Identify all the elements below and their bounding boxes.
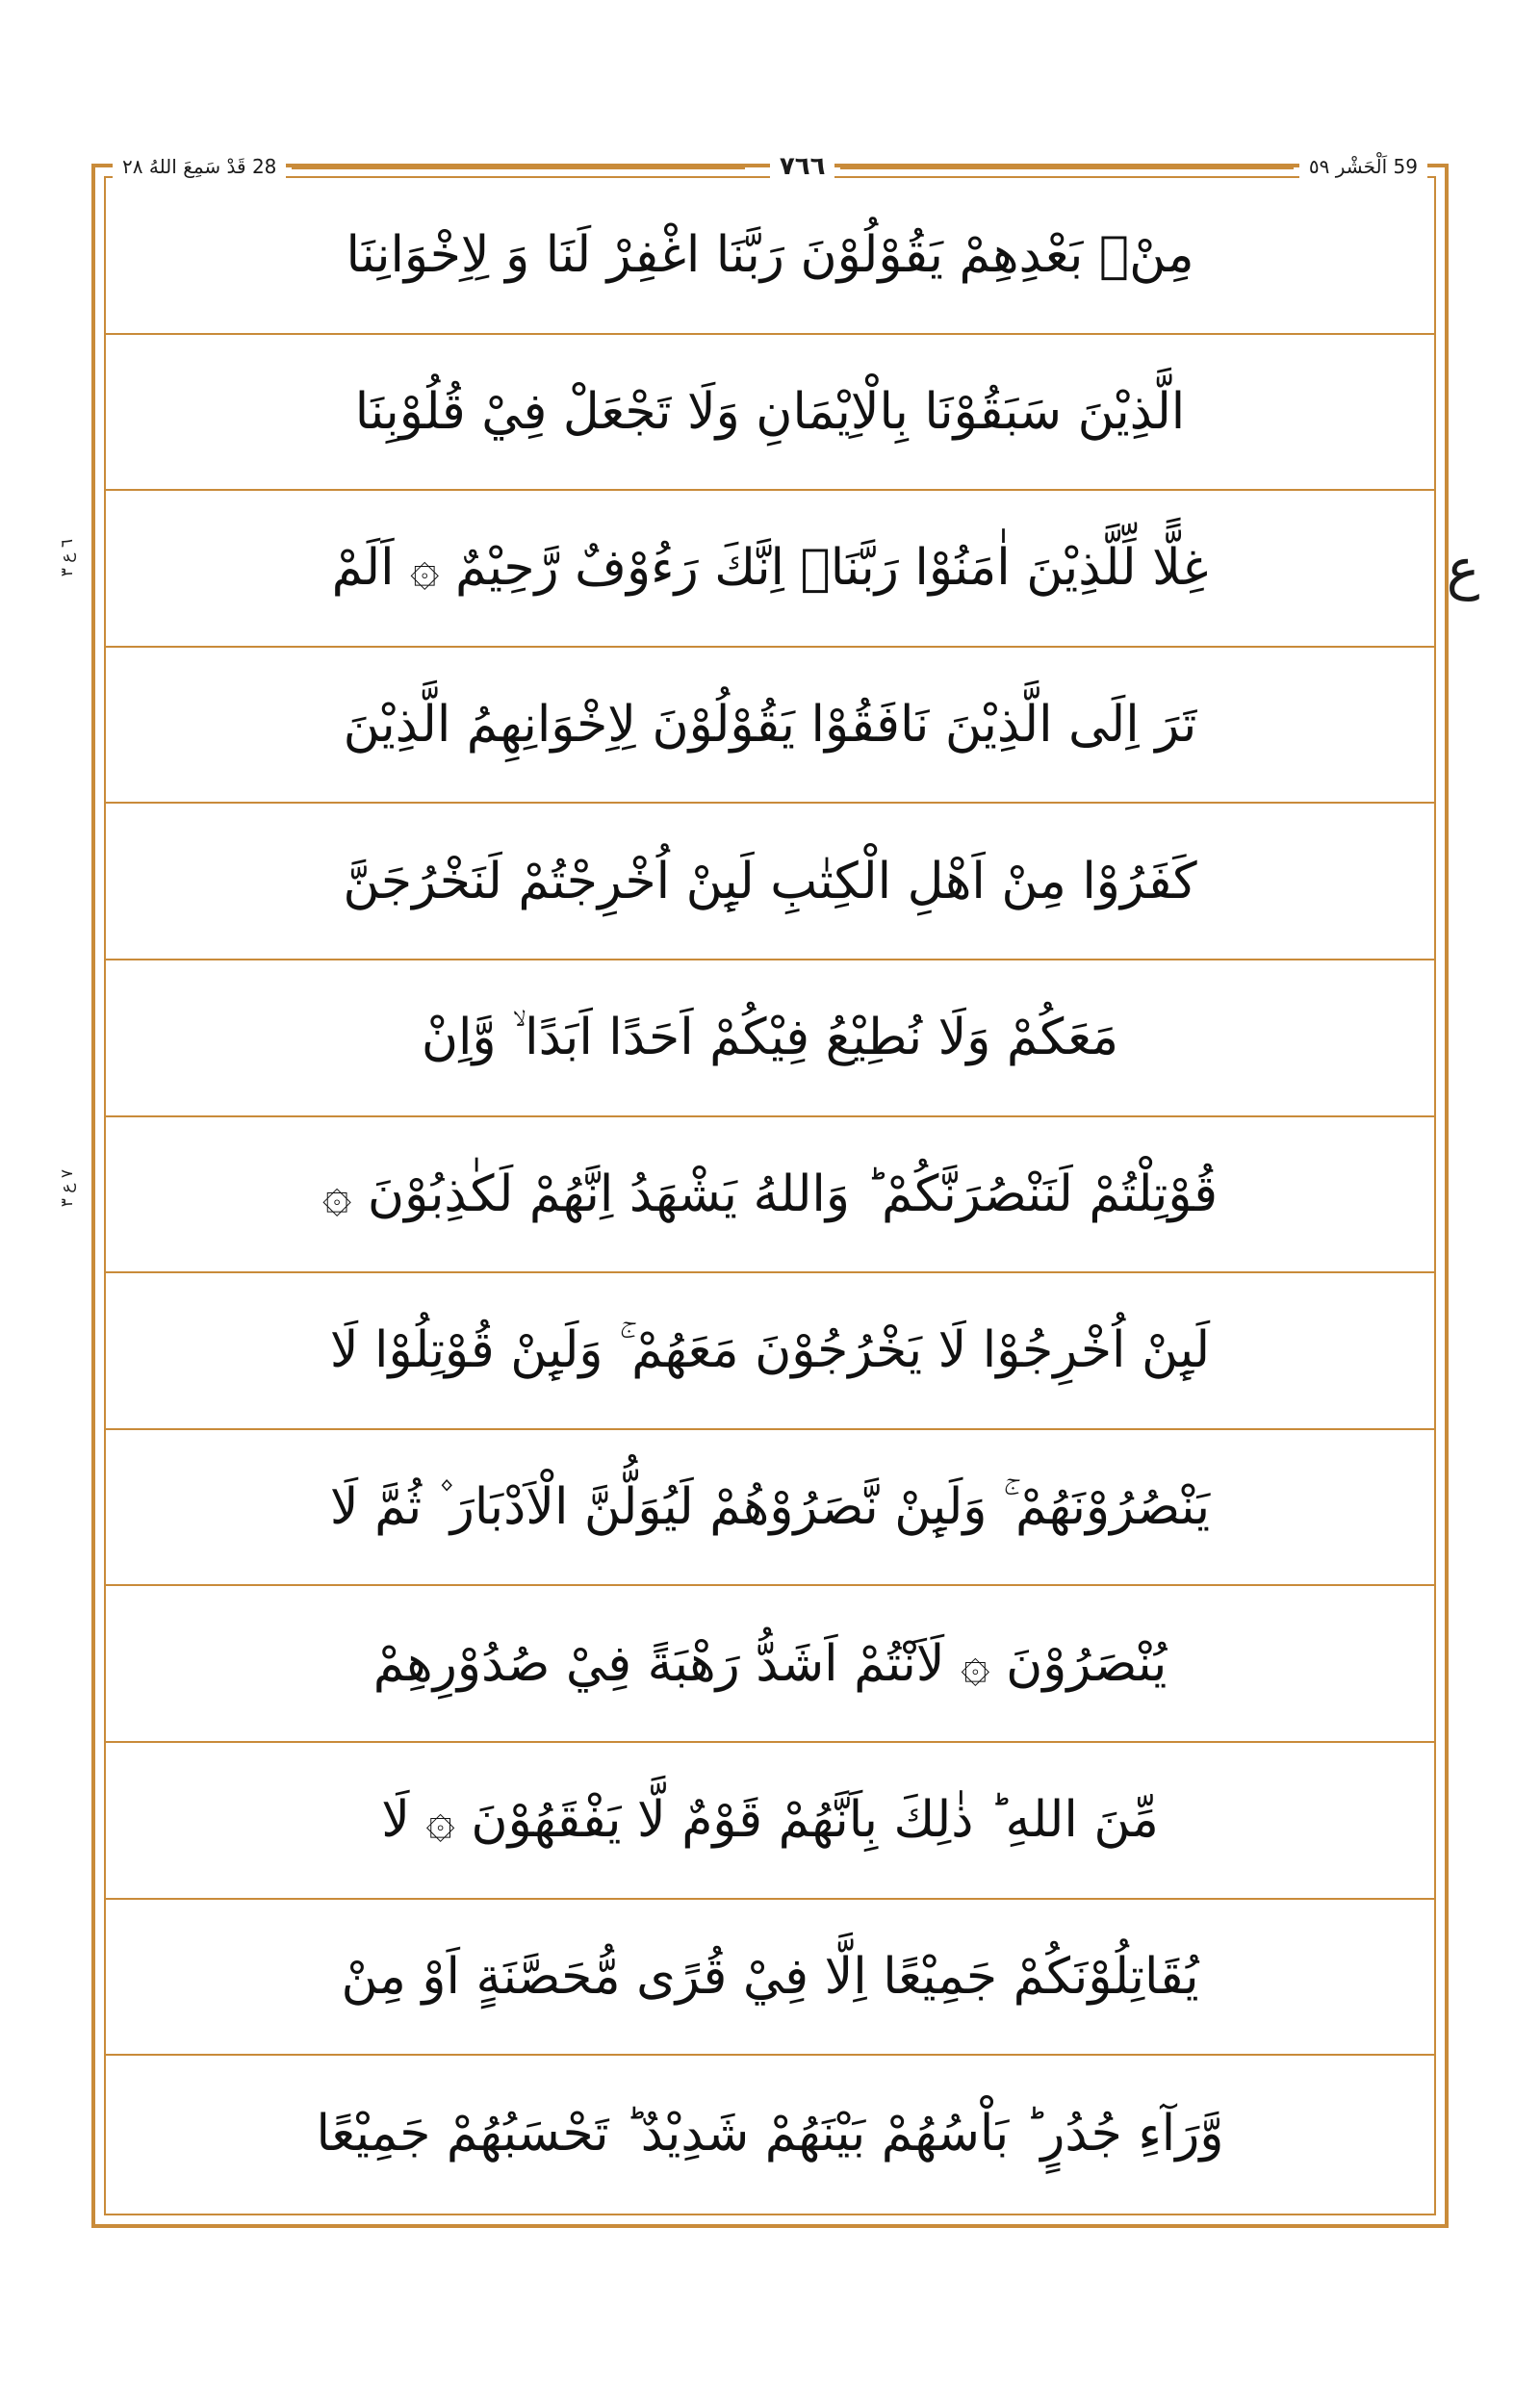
ruku-mark-2: ٧ ع ٣ bbox=[58, 1169, 77, 1208]
ayah-line-text: مَعَكُمْ وَلَا نُطِيْعُ فِيْكُمْ اَحَدًا اَبَدًا ۙ وَّاِنْ bbox=[421, 1009, 1119, 1067]
ayah-line-text: غِلًّا لِّلَّذِيْنَ اٰمَنُوْا رَبَّنَاۤ اِنَّكَ رَءُوْفٌ رَّحِيْمٌ ۞ اَلَمْ bbox=[331, 539, 1209, 598]
header-page-number-arabic: ٧٦٦ bbox=[770, 150, 835, 183]
header-surah-label: 59 اَلْحَشْر ٥٩ bbox=[1299, 150, 1427, 183]
ayah-line bbox=[106, 1273, 1434, 1430]
ayah-line bbox=[106, 2056, 1434, 2213]
ayah-line-text: يُنْصَرُوْنَ ۞ لَاَنْتُمْ اَشَدُّ رَهْبَةً فِيْ صُدُوْرِهِمْ bbox=[372, 1634, 1168, 1693]
header-rule-right bbox=[292, 166, 744, 169]
ayah-line bbox=[106, 178, 1434, 335]
ayah-line bbox=[106, 648, 1434, 805]
ayah-line bbox=[106, 335, 1434, 492]
side-brace-ornament: ع bbox=[1446, 536, 1480, 602]
ayah-line-text: مِّنَ اللهِ ؕ ذٰلِكَ بِاَنَّهُمْ قَوْمٌ لَّا يَفْقَهُوْنَ ۞ لَا bbox=[381, 1791, 1159, 1850]
header-rule-left bbox=[840, 166, 1293, 169]
header-juz-label: 28 قَدْ سَمِعَ اللهُ ٢٨ bbox=[113, 150, 286, 183]
ayah-line bbox=[106, 960, 1434, 1117]
ayah-line-text: مِنْۢ بَعْدِهِمْ يَقُوْلُوْنَ رَبَّنَا اغْفِرْ لَنَا وَ لِاِخْوَانِنَا bbox=[346, 226, 1194, 285]
ayah-line-text: يَنْصُرُوْنَهُمْ ۚ وَلَىِٕنْ نَّصَرُوْهُمْ لَيُوَلُّنَّ الْاَدْبَارَ ۫ ثُمَّ لَا bbox=[329, 1478, 1211, 1537]
ayah-line bbox=[106, 491, 1434, 648]
ayah-line-text: قُوْتِلْتُمْ لَنَنْصُرَنَّكُمْ ؕ وَاللهُ يَشْهَدُ اِنَّهُمْ لَكٰذِبُوْنَ ۞ bbox=[321, 1165, 1219, 1223]
ayah-line bbox=[106, 1430, 1434, 1587]
page-header bbox=[91, 144, 1449, 189]
ayah-line-text: وَّرَآءِ جُدُرٍ ؕ بَاْسُهُمْ بَيْنَهُمْ شَدِيْدٌ ؕ تَحْسَبُهُمْ جَمِيْعًا bbox=[316, 2105, 1224, 2163]
ayah-line-text: يُقَاتِلُوْنَكُمْ جَمِيْعًا اِلَّا فِيْ قُرًى مُّحَصَّنَةٍ اَوْ مِنْ bbox=[341, 1947, 1199, 2006]
ayah-lines-container bbox=[106, 178, 1434, 2214]
ayah-line bbox=[106, 1586, 1434, 1743]
ruku-mark-1: ٦ ع ٣ bbox=[58, 539, 77, 577]
ayah-line-text: لَىِٕنْ اُخْرِجُوْا لَا يَخْرُجُوْنَ مَعَهُمْ ۚ وَلَىِٕنْ قُوْتِلُوْا لَا bbox=[329, 1321, 1211, 1380]
ayah-line bbox=[106, 804, 1434, 960]
ayah-line bbox=[106, 1743, 1434, 1900]
ayah-line-text: الَّذِيْنَ سَبَقُوْنَا بِالْاِيْمَانِ وَلَا تَجْعَلْ فِيْ قُلُوْبِنَا bbox=[354, 382, 1186, 441]
ayah-line-text: كَفَرُوْا مِنْ اَهْلِ الْكِتٰبِ لَىِٕنْ اُخْرِجْتُمْ لَنَخْرُجَنَّ bbox=[343, 852, 1197, 910]
ayah-line bbox=[106, 1117, 1434, 1274]
ayah-line bbox=[106, 1900, 1434, 2057]
ayah-line-text: تَرَ اِلَى الَّذِيْنَ نَافَقُوْا يَقُوْلُوْنَ لِاِخْوَانِهِمُ الَّذِيْنَ bbox=[343, 696, 1197, 755]
